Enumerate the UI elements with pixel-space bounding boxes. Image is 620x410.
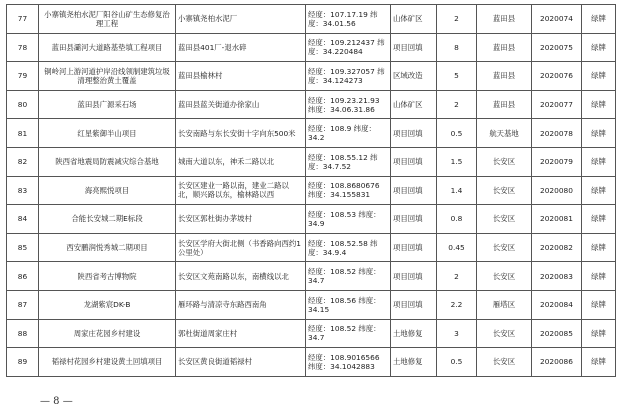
quantity: 0.45 (437, 233, 477, 262)
coordinates: 经度：108.8680676 纬度：34.155831 (306, 176, 391, 205)
project-code: 2020083 (532, 262, 582, 291)
row-number: 87 (7, 290, 39, 319)
status-badge: 绿牌 (582, 176, 616, 205)
table-row (7, 147, 616, 176)
district: 长安区 (477, 348, 532, 377)
site-type: 项目回填 (391, 205, 437, 234)
district: 雁塔区 (477, 290, 532, 319)
status-badge: 绿牌 (582, 147, 616, 176)
project-name: 陕西省考古博物院 (39, 262, 176, 291)
coordinates: 经度：108.9 纬度：34.2 (306, 119, 391, 148)
status-badge: 绿牌 (582, 233, 616, 262)
quantity: 2.2 (437, 290, 477, 319)
status-badge: 绿牌 (582, 119, 616, 148)
project-code: 2020077 (532, 90, 582, 119)
site-type: 土地修复 (391, 319, 437, 348)
page-number: — 8 — (40, 396, 73, 407)
coordinates: 经度：108.52.58 纬度：34.9.4 (306, 233, 391, 262)
status-badge: 绿牌 (582, 262, 616, 291)
table-row (7, 348, 616, 377)
site-type: 山体矿区 (391, 90, 437, 119)
project-code: 2020086 (532, 348, 582, 377)
project-code: 2020082 (532, 233, 582, 262)
quantity: 1.5 (437, 147, 477, 176)
table-row (7, 5, 616, 34)
row-number: 78 (7, 33, 39, 62)
coordinates: 经度：108.9016566 纬度：34.1042883 (306, 348, 391, 377)
quantity: 0.8 (437, 205, 477, 234)
project-code: 2020074 (532, 5, 582, 34)
coordinates: 经度：109.327057 纬度：34.124273 (306, 62, 391, 91)
district: 蓝田县 (477, 90, 532, 119)
row-number: 86 (7, 262, 39, 291)
district: 长安区 (477, 262, 532, 291)
status-badge: 绿牌 (582, 348, 616, 377)
coordinates: 经度：108.56 纬度：34.15 (306, 290, 391, 319)
site-type: 项目回填 (391, 119, 437, 148)
row-number: 88 (7, 319, 39, 348)
row-number: 80 (7, 90, 39, 119)
status-badge: 绿牌 (582, 290, 616, 319)
project-code: 2020076 (532, 62, 582, 91)
district: 航天基地 (477, 119, 532, 148)
status-badge: 绿牌 (582, 62, 616, 91)
project-location: 长安区文苑南路以东，南横线以北 (176, 262, 306, 291)
project-name: 陕西省地震局防震减灾综合基地 (39, 147, 176, 176)
district: 长安区 (477, 233, 532, 262)
table-row (7, 205, 616, 234)
district: 长安区 (477, 205, 532, 234)
project-location: 郭杜街道周家庄村 (176, 319, 306, 348)
coordinates: 经度：109.212437 纬度：34.220484 (306, 33, 391, 62)
project-location: 小寨镇尧柏水泥厂 (176, 5, 306, 34)
table-row (7, 290, 616, 319)
project-name: 龙湖紫宸DK-B (39, 290, 176, 319)
district: 长安区 (477, 319, 532, 348)
site-type: 项目回填 (391, 176, 437, 205)
table-row (7, 90, 616, 119)
project-code: 2020080 (532, 176, 582, 205)
table-row (7, 62, 616, 91)
site-type: 土地修复 (391, 348, 437, 377)
project-location: 城南大道以东，神禾二路以北 (176, 147, 306, 176)
quantity: 3 (437, 319, 477, 348)
row-number: 79 (7, 62, 39, 91)
row-number: 81 (7, 119, 39, 148)
project-code: 2020075 (532, 33, 582, 62)
status-badge: 绿牌 (582, 5, 616, 34)
quantity: 0.5 (437, 348, 477, 377)
coordinates: 经度：108.52 纬度：34.7 (306, 262, 391, 291)
project-name: 合能长安城二期E标段 (39, 205, 176, 234)
project-code: 2020078 (532, 119, 582, 148)
project-location: 长安南路与东长安街十字向东500米 (176, 119, 306, 148)
project-name: 蓝田县灞河大道路基垫填工程项目 (39, 33, 176, 62)
table-row (7, 319, 616, 348)
project-name: 周家庄花园乡村建设 (39, 319, 176, 348)
project-name: 海亮熙悦项目 (39, 176, 176, 205)
row-number: 83 (7, 176, 39, 205)
coordinates: 经度：109.23.21.93 纬度：34.06.31.86 (306, 90, 391, 119)
district: 蓝田县 (477, 5, 532, 34)
quantity: 2 (437, 5, 477, 34)
project-name: 西安鹏润悦秀城二期项目 (39, 233, 176, 262)
project-location: 长安区学府大街北侧（书香路向西约1公里处） (176, 233, 306, 262)
site-type: 项目回填 (391, 290, 437, 319)
project-code: 2020079 (532, 147, 582, 176)
status-badge: 绿牌 (582, 319, 616, 348)
table-row (7, 33, 616, 62)
project-table (6, 4, 616, 377)
project-location: 蓝田县401厂-退水碎 (176, 33, 306, 62)
table-body (7, 5, 616, 377)
quantity: 1.4 (437, 176, 477, 205)
quantity: 8 (437, 33, 477, 62)
project-name: 红星紫御半山项目 (39, 119, 176, 148)
project-code: 2020081 (532, 205, 582, 234)
table-row (7, 176, 616, 205)
project-location: 长安区黄良街道韬禄村 (176, 348, 306, 377)
site-type: 项目回填 (391, 262, 437, 291)
status-badge: 绿牌 (582, 90, 616, 119)
table-row (7, 119, 616, 148)
site-type: 项目回填 (391, 233, 437, 262)
project-name: 韬禄村花园乡村建设黄土回填项目 (39, 348, 176, 377)
project-location: 长安区建业一路以南，建业二路以北，顺兴路以东，榆林路以西 (176, 176, 306, 205)
district: 蓝田县 (477, 62, 532, 91)
site-type: 区域改造 (391, 62, 437, 91)
status-badge: 绿牌 (582, 33, 616, 62)
status-badge: 绿牌 (582, 205, 616, 234)
row-number: 82 (7, 147, 39, 176)
row-number: 89 (7, 348, 39, 377)
quantity: 0.5 (437, 119, 477, 148)
project-name: 铜岭河上游河道护岸沿线领制建筑垃圾清理整治黄土覆盖 (39, 62, 176, 91)
project-code: 2020085 (532, 319, 582, 348)
coordinates: 经度：107.17.19 纬度：34.01.56 (306, 5, 391, 34)
quantity: 5 (437, 62, 477, 91)
district: 长安区 (477, 147, 532, 176)
table-row (7, 233, 616, 262)
quantity: 2 (437, 90, 477, 119)
quantity: 2 (437, 262, 477, 291)
project-code: 2020084 (532, 290, 582, 319)
row-number: 84 (7, 205, 39, 234)
site-type: 项目回填 (391, 33, 437, 62)
table-row (7, 262, 616, 291)
project-location: 雁环路与清凉寺东路西南角 (176, 290, 306, 319)
project-name: 小寨镇尧柏水泥厂阳谷山矿生态修复治理工程 (39, 5, 176, 34)
row-number: 85 (7, 233, 39, 262)
coordinates: 经度：108.55.12 纬度：34.7.52 (306, 147, 391, 176)
district: 蓝田县 (477, 33, 532, 62)
project-location: 蓝田县蓝关街道办徐家山 (176, 90, 306, 119)
coordinates: 经度：108.53 纬度：34.9 (306, 205, 391, 234)
project-name: 蓝田县广源采石场 (39, 90, 176, 119)
site-type: 项目回填 (391, 147, 437, 176)
row-number: 77 (7, 5, 39, 34)
project-location: 蓝田县榆林村 (176, 62, 306, 91)
district: 长安区 (477, 176, 532, 205)
project-location: 长安区郭杜街办茅坡村 (176, 205, 306, 234)
site-type: 山体矿区 (391, 5, 437, 34)
coordinates: 经度：108.52 纬度：34.7 (306, 319, 391, 348)
